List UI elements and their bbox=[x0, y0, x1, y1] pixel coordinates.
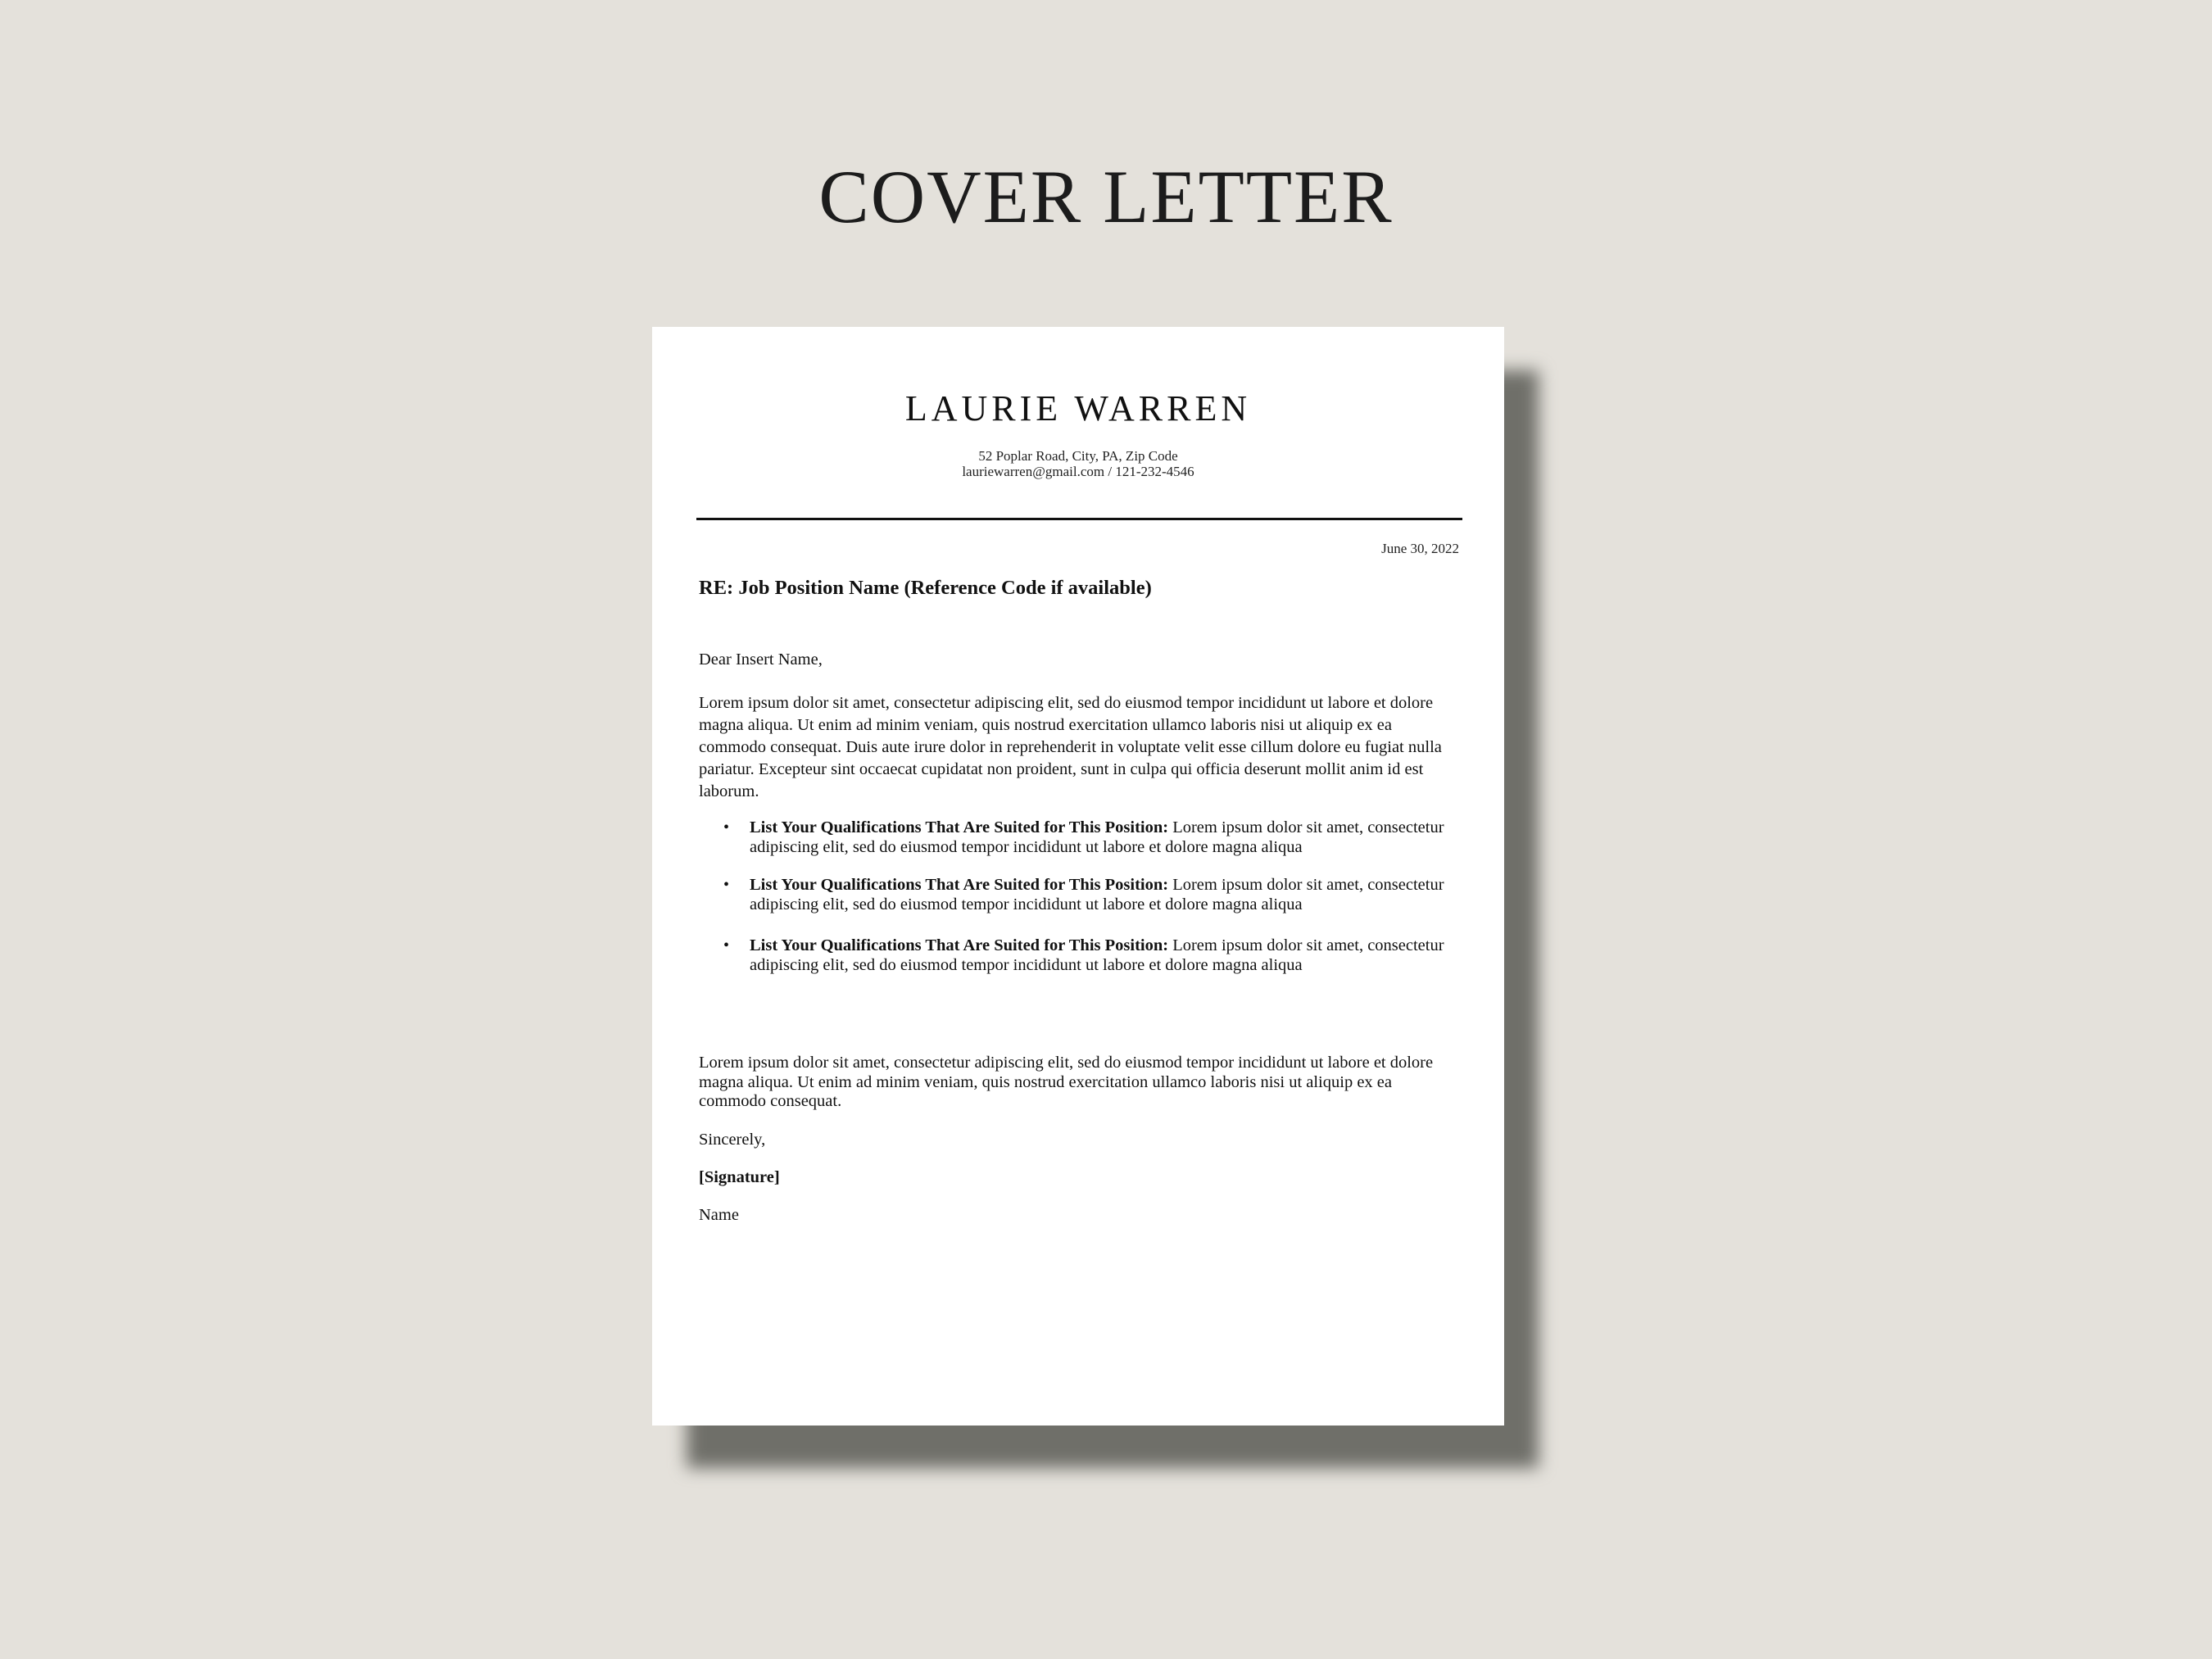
list-item bbox=[699, 936, 1461, 975]
qualification-heading: List Your Qualifications That Are Suited for This Position: bbox=[750, 818, 1173, 836]
signature: [Signature] bbox=[699, 1168, 780, 1186]
qualification-text: Lorem ipsum dolor sit amet, consectetur adipiscing elit, sed do eiusmod tempor incididunt ut labore et dolore magna aliqua bbox=[750, 818, 1444, 856]
letter-date: June 30, 2022 bbox=[1381, 541, 1459, 556]
qualification-heading: List Your Qualifications That Are Suited for This Position: bbox=[750, 876, 1173, 894]
letter-page bbox=[652, 327, 1504, 1426]
qualification-text: Lorem ipsum dolor sit amet, consectetur adipiscing elit, sed do eiusmod tempor incididunt ut labore et dolore magna aliqua bbox=[750, 936, 1444, 974]
bullet-icon: • bbox=[723, 876, 730, 894]
header-divider bbox=[696, 518, 1462, 520]
paragraph-1: Lorem ipsum dolor sit amet, consectetur adipiscing elit, sed do eiusmod tempor incididunt ut labore et dolore magna aliqua. Ut enim ad minim veniam, quis nostrud exercitation ullamco laboris nisi ut aliquip ex ea commodo consequat. Duis aute irure dolor in reprehenderit in voluptate velit esse cillum dolore eu fugiat nulla pariatur. Excepteur sint occaecat cupidatat non proident, sunt in culpa qui officia deserunt mollit anim id est laborum. bbox=[699, 694, 1442, 800]
applicant-name: LAURIE WARREN bbox=[904, 388, 1252, 428]
qualification-text: Lorem ipsum dolor sit amet, consectetur adipiscing elit, sed do eiusmod tempor incididunt ut labore et dolore magna aliqua bbox=[750, 876, 1444, 913]
applicant-address: 52 Poplar Road, City, PA, Zip Code bbox=[978, 448, 1178, 464]
list-item bbox=[699, 818, 1461, 857]
greeting: Dear Insert Name, bbox=[699, 650, 823, 669]
closing: Sincerely, bbox=[699, 1131, 766, 1149]
signer-name: Name bbox=[699, 1206, 739, 1224]
paragraph-2: Lorem ipsum dolor sit amet, consectetur adipiscing elit, sed do eiusmod tempor incididunt ut labore et dolore magna aliqua. Ut enim ad minim veniam, quis nostrud exercitation ullamco laboris nisi ut aliquip ex ea commodo consequat. bbox=[699, 1054, 1434, 1110]
qualification-heading: List Your Qualifications That Are Suited for This Position: bbox=[750, 936, 1173, 954]
list-item bbox=[699, 876, 1461, 914]
applicant-contact: lauriewarren@gmail.com / 121-232-4546 bbox=[962, 464, 1194, 479]
re-line: RE: Job Position Name (Reference Code if available) bbox=[699, 577, 1152, 599]
qualifications-list bbox=[699, 818, 1461, 994]
banner-title: COVER LETTER bbox=[818, 155, 1394, 238]
bullet-icon: • bbox=[723, 936, 730, 954]
bullet-icon: • bbox=[723, 818, 730, 836]
